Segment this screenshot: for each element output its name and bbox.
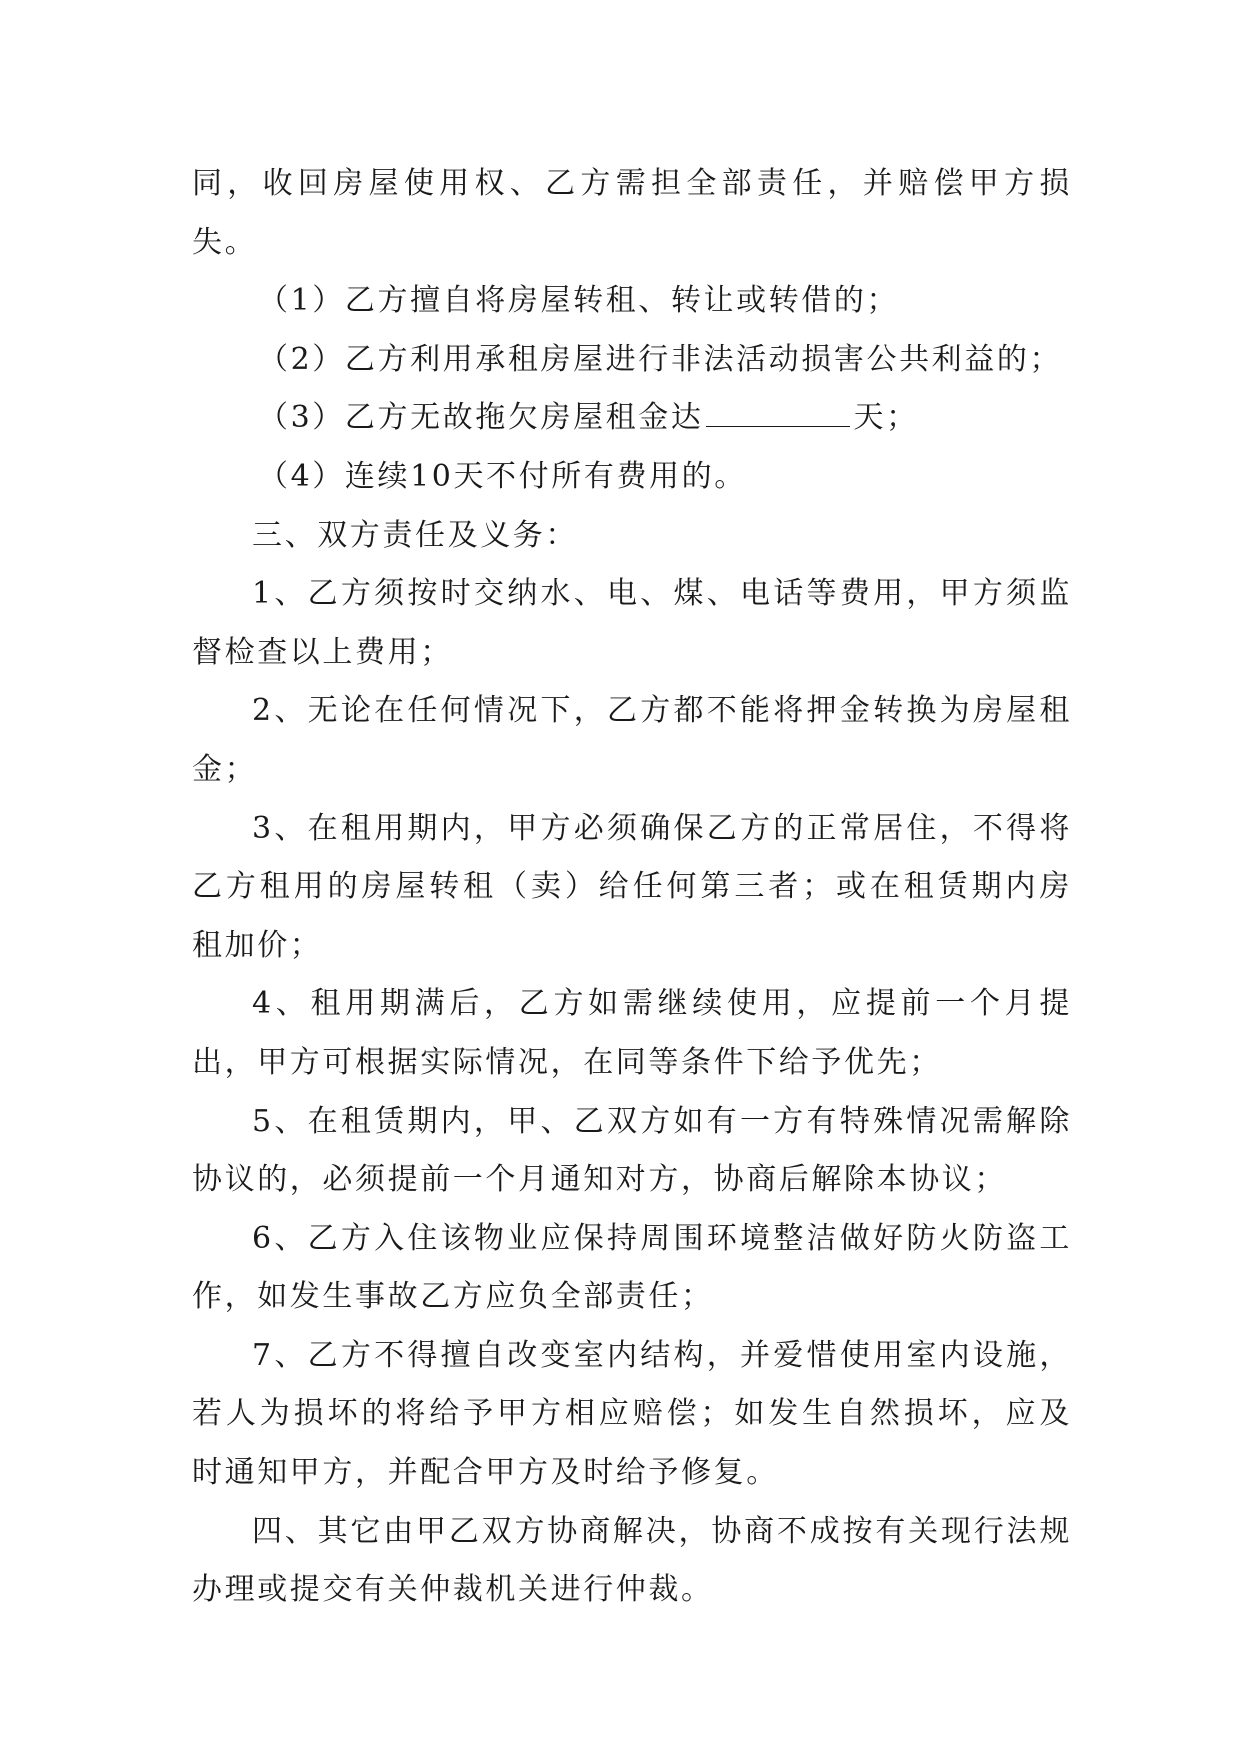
clause-item-3-text: （3）乙方无故拖欠房屋租金达: [258, 400, 704, 436]
duty-item-1: 1、乙方须按时交纳水、电、煤、电话等费用，甲方须监督检查以上费用；: [192, 576, 1072, 670]
clause-item-3-suffix: 天；: [853, 400, 919, 436]
duty-item-4: 4、租用期满后，乙方如需继续使用，应提前一个月提出，甲方可根据实际情况，在同等条件下给予优先；: [192, 986, 1072, 1080]
duty-item-2: 2、无论在任何情况下，乙方都不能将押金转换为房屋租金；: [192, 693, 1072, 787]
clause-item-1: （1）乙方擅自将房屋转租、转让或转借的；: [258, 283, 900, 319]
clause-item-4: （4）连续10天不付所有费用的。: [258, 458, 747, 494]
document-body: [192, 155, 1072, 1620]
fill-in-blank: [706, 392, 850, 427]
clause-item-3: [192, 389, 1072, 448]
section-heading-4: 四、其它由甲乙双方协商解决，协商不成按有关现行法规办理或提交有关仲裁机关进行仲裁。: [192, 1513, 1072, 1608]
duty-item-3: 3、在租用期内，甲方必须确保乙方的正常居住，不得将乙方租用的房屋转租（卖）给任何第三者；或在租赁期内房租加价；: [192, 810, 1072, 963]
paragraph-continuation: 同，收回房屋使用权、乙方需担全部责任，并赔偿甲方损失。: [192, 166, 1072, 260]
section-heading-3: 三、双方责任及义务：: [252, 517, 578, 553]
clause-item-2: （2）乙方利用承租房屋进行非法活动损害公共利益的；: [258, 341, 1063, 377]
duty-item-6: 6、乙方入住该物业应保持周围环境整洁做好防火防盗工作，如发生事故乙方应负全部责任；: [192, 1220, 1072, 1315]
duty-item-5: 5、在租赁期内，甲、乙双方如有一方有特殊情况需解除协议的，必须提前一个月通知对方，协商后解除本协议；: [192, 1103, 1072, 1198]
duty-item-7: 7、乙方不得擅自改变室内结构，并爱惜使用室内设施，若人为损坏的将给予甲方相应赔偿；如发生自然损坏，应及时通知甲方，并配合甲方及时给予修复。: [192, 1337, 1072, 1491]
